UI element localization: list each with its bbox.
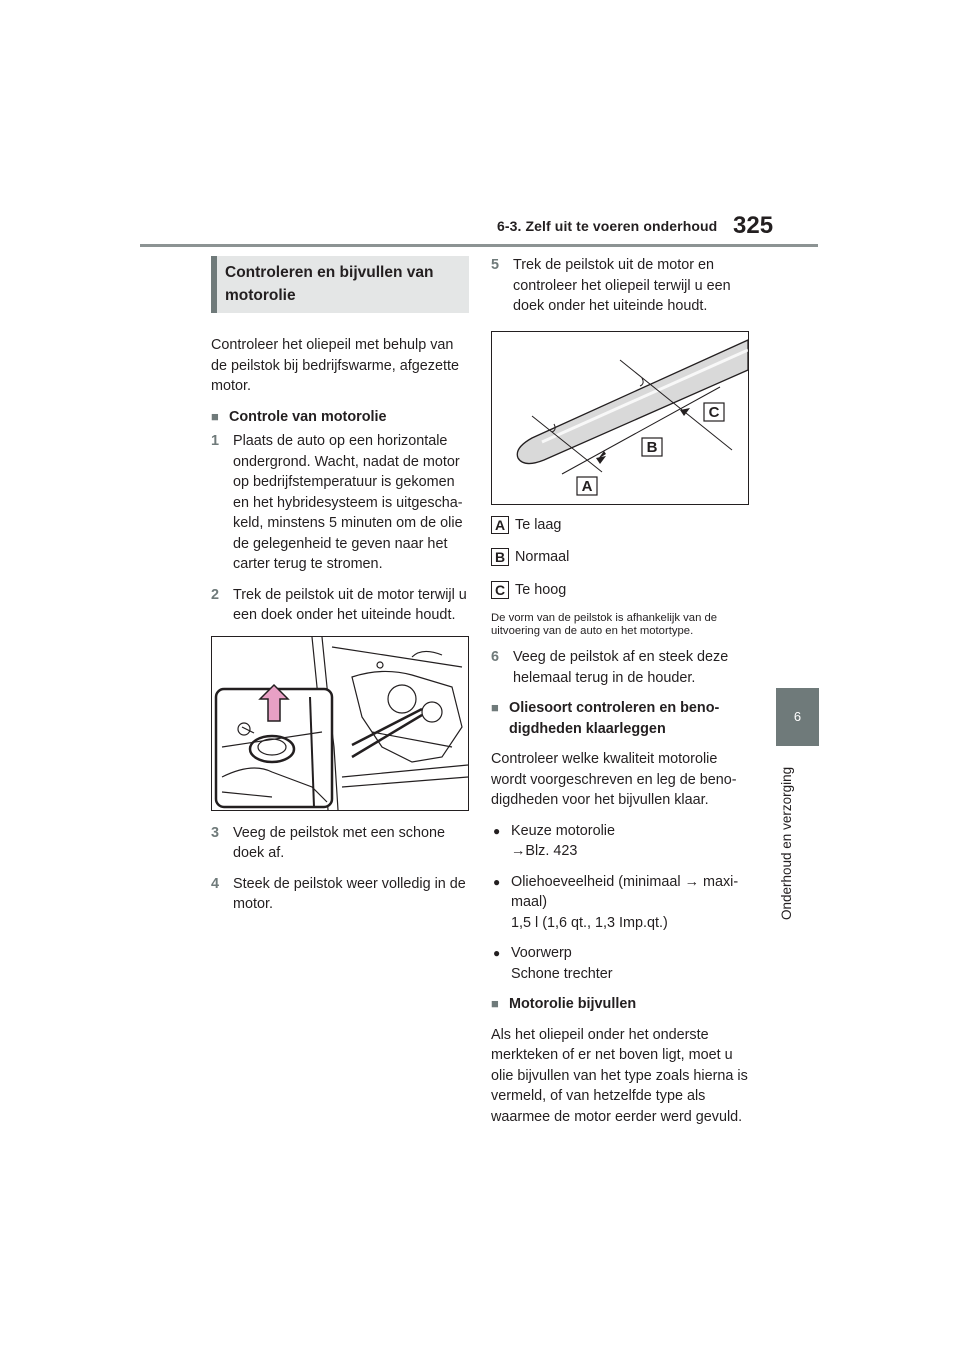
page-number: 325 [733, 212, 774, 239]
step-5 [491, 255, 753, 317]
step-6 [491, 647, 753, 688]
step-text: Steek de peilstok weer volledig in de motor. [233, 875, 466, 912]
oil-type-text: Controleer welke kwaliteit motorolie wordt voorgeschreven en leg de beno-digdheden voor het bijvullen klaar. [491, 751, 737, 808]
step-number: 5 [491, 257, 500, 273]
header-rule [140, 244, 818, 247]
bullet-detail: →Blz. 423 [511, 843, 578, 859]
dipstick-illustration [491, 331, 749, 505]
legend-a [491, 515, 753, 536]
section-header: 6-3. Zelf uit te voeren onderhoud [497, 218, 718, 234]
legend-key: C [491, 581, 509, 599]
bullet-title: ● Keuze motorolie [511, 822, 615, 839]
step-3 [211, 823, 469, 864]
step-2 [211, 585, 469, 626]
subheading-refill: ■ Motorolie bijvullen [491, 994, 753, 1015]
subheading-oil-type: ■ Oliesoort controleren en beno-digdheden klaarleggen [491, 698, 753, 739]
section-title: Controleren en bijvullen van motorolie [211, 256, 469, 313]
step-4 [211, 874, 469, 915]
chapter-title-vertical [779, 758, 801, 920]
step-number: 4 [211, 875, 220, 892]
legend-key: A [491, 516, 509, 534]
left-column [211, 256, 469, 925]
step-text: Veeg de peilstok met een schone doek af. [233, 824, 446, 861]
step-text: Trek de peilstok uit de motor terwijl u een doek onder het uiteinde houdt. [233, 586, 467, 623]
step-number: 1 [211, 433, 220, 449]
bullet-detail: 1,5 l (1,6 qt., 1,3 Imp.qt.) [511, 914, 668, 931]
bullet-title: ● Oliehoeveelheid (minimaal → maxi-maal) [511, 873, 739, 910]
engine-illustration [211, 636, 469, 811]
step-text: Plaats de auto op een horizontale ondergrond. Wacht, nadat de motor op bedrijfstemperatuur is gekomen en het hybridesysteem is uitgescha-keld, minstens 5 minuten om de olie de gelegenheid te geven naar het carter terug te stromen. [233, 433, 463, 572]
step-text: Veeg de peilstok af en steek deze helemaal terug in de houder. [513, 649, 729, 686]
legend-text: Te hoog [515, 581, 567, 598]
step-1 [211, 431, 469, 575]
step-text: Trek de peilstok uit de motor en controleer het oliepeil terwijl u een doek onder het uiteinde houdt. [513, 257, 731, 314]
step-number: 3 [211, 824, 220, 841]
right-column [491, 255, 753, 1137]
bullet-oil-choice [491, 821, 753, 862]
bullet-detail: Schone trechter [511, 965, 613, 982]
legend-key: B [491, 548, 509, 566]
legend-b [491, 547, 753, 568]
label-b: B [646, 438, 658, 456]
chapter-title: Onderhoud en verzorging [779, 766, 794, 920]
intro-text: Controleer het oliepeil met behulp van de peilstok bij bedrijfswarme, afgezette motor. [211, 337, 459, 394]
engine-drawing [212, 637, 468, 810]
chapter-tab: 6 [776, 688, 819, 746]
legend-text: Te laag [515, 516, 562, 533]
shape-note: De vorm van de peilstok is afhankelijk van de uitvoering van de auto en het motortype. [491, 612, 718, 637]
label-c: C [708, 403, 720, 421]
refill-text: Als het oliepeil onder het onderste merkteken of er net boven ligt, moet u olie bijvullen van het type zoals hierna is vermeld, of van hetzelfde type als waarmee de motor eerder werd gevuld. [491, 1026, 748, 1125]
bullet-item [491, 943, 753, 984]
subheading-check-oil: ■ Controle van motorolie [211, 407, 469, 428]
label-a: A [581, 477, 593, 495]
legend-c [491, 580, 753, 601]
step-number: 2 [211, 586, 220, 603]
bullet-oil-quantity [491, 872, 753, 934]
dipstick-drawing [492, 332, 748, 504]
step-number: 6 [491, 649, 500, 665]
bullet-title: ● Voorwerp [511, 945, 572, 961]
legend-text: Normaal [515, 549, 570, 565]
